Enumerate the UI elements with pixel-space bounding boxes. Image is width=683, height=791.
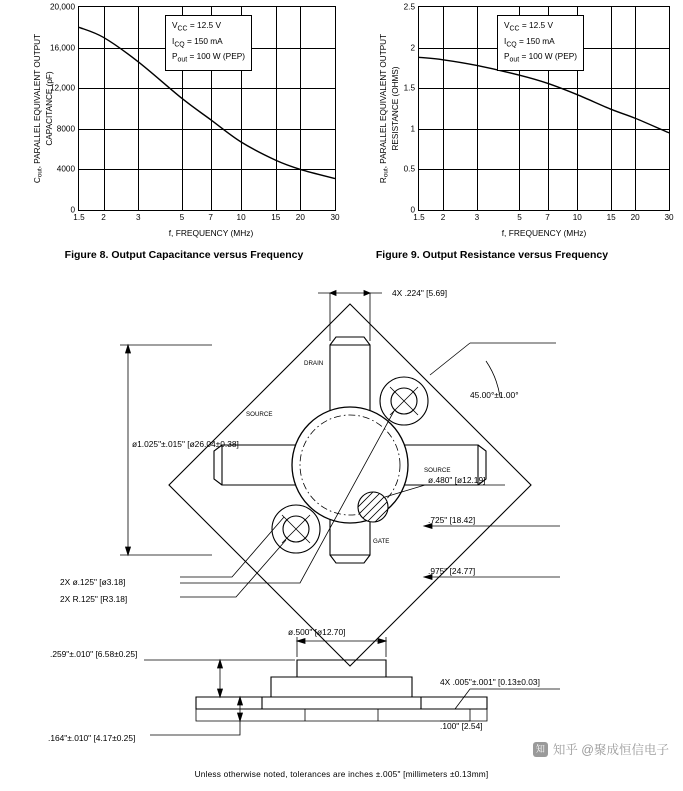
- label-source-right: SOURCE: [424, 467, 451, 474]
- dim-2x-r125: 2X R.125" [R3.18]: [60, 594, 128, 604]
- x-tick-label: 7: [208, 213, 213, 222]
- x-tick-label: 3: [474, 213, 480, 222]
- label-gate: GATE: [373, 538, 390, 545]
- dim-hole: ø.480" [ø12.19]: [428, 475, 486, 485]
- label-drain: DRAIN: [304, 360, 324, 367]
- dim-100: .100" [2.54]: [440, 721, 483, 731]
- dim-4x-005: 4X .005"±.001" [0.13±0.03]: [440, 677, 540, 687]
- x-tick-label: 20: [630, 213, 640, 222]
- figure-8-block: [24, 2, 344, 261]
- y-tick-label: 4000: [56, 164, 75, 174]
- x-tick-label: 30: [664, 213, 674, 222]
- label-source-left: SOURCE: [246, 411, 273, 418]
- dim-259: .259"±.010" [6.58±0.25]: [50, 649, 138, 659]
- x-tick-label: 10: [236, 213, 246, 222]
- y-tick-label: 2.5: [403, 2, 415, 12]
- x-tick-label: 3: [135, 213, 141, 222]
- x-tick-label: 7: [545, 213, 550, 222]
- y-tick-label: 20,000: [49, 2, 75, 12]
- dim-angle: 45.00°±1.00°: [470, 390, 519, 400]
- x-tick-label: 5: [517, 213, 522, 222]
- x-tick-label: 1.5: [413, 213, 425, 222]
- x-tick-label: 30: [330, 213, 340, 222]
- dim-975: .975" [24.77]: [428, 566, 476, 576]
- y-tick-label: 0: [70, 205, 75, 215]
- x-tick-label: 1.5: [73, 213, 85, 222]
- y-tick-label: 0: [410, 205, 415, 215]
- dim-2x-125: 2X ø.125" [ø3.18]: [60, 577, 126, 587]
- y-tick-label: 1: [410, 124, 415, 134]
- dim-500: ø.500" [ø12.70]: [288, 627, 346, 637]
- dim-725: .725" [18.42]: [428, 515, 476, 525]
- x-tick-label: 5: [179, 213, 185, 222]
- dim-diameter-main: ø1.025"±.015" [ø26.04±0.38]: [132, 439, 239, 449]
- tolerance-footnote: Unless otherwise noted, tolerances are inches ±.005" [millimeters ±0.13mm]: [194, 769, 489, 779]
- y-tick-label: 0.5: [403, 164, 415, 174]
- figure-9-x-axis-title: f, FREQUENCY (MHz): [501, 228, 587, 238]
- y-tick-label: 1.5: [403, 83, 415, 93]
- y-tick-label: 2: [410, 43, 415, 53]
- figure-8-x-axis-title: f, FREQUENCY (MHz): [168, 228, 254, 238]
- watermark: [533, 740, 669, 758]
- x-tick-label: 2: [440, 213, 446, 222]
- x-tick-label: 15: [271, 213, 281, 222]
- y-tick-label: 12,000: [49, 83, 75, 93]
- conditions-note-box: $V_{CC} = 12.5$ V $I_{CQ} = 150$ mA $P_{out} = 100$ W (PEP): [165, 15, 252, 71]
- figure-8-plot: [33, 2, 340, 222]
- mechanical-drawing: [0, 285, 683, 791]
- x-tick-label: 15: [606, 213, 616, 222]
- x-tick-label: 10: [572, 213, 582, 222]
- dim-4x-224: 4X .224" [5.69]: [392, 288, 448, 298]
- zhihu-badge-icon: 知: [533, 742, 548, 757]
- y-axis-title: $C_{out}$, PARALLEL EQUIVALENT OUTPUT CAPACITANCE (pF): [33, 33, 54, 184]
- figure-9-block: [370, 2, 674, 261]
- x-tick-label: 20: [295, 213, 305, 222]
- y-tick-label: 16,000: [49, 43, 75, 53]
- watermark-text: 知乎 @聚成恒信电子: [552, 743, 669, 757]
- y-axis-title: $R_{out}$, PARALLEL EQUIVALENT OUTPUT RESISTANCE (OHMS): [379, 33, 400, 184]
- dim-164: .164"±.010" [4.17±0.25]: [48, 733, 136, 743]
- figure-9-caption: Figure 9. Output Resistance versus Frequency: [375, 249, 609, 261]
- figure-8-caption: Figure 8. Output Capacitance versus Frequency: [64, 249, 304, 261]
- conditions-note-box: $V_{CC} = 12.5$ V $I_{CQ} = 150$ mA $P_{out} = 100$ W (PEP): [497, 15, 584, 71]
- y-tick-label: 8000: [56, 124, 75, 134]
- figure-9-plot: [379, 2, 674, 222]
- x-tick-label: 2: [101, 213, 106, 222]
